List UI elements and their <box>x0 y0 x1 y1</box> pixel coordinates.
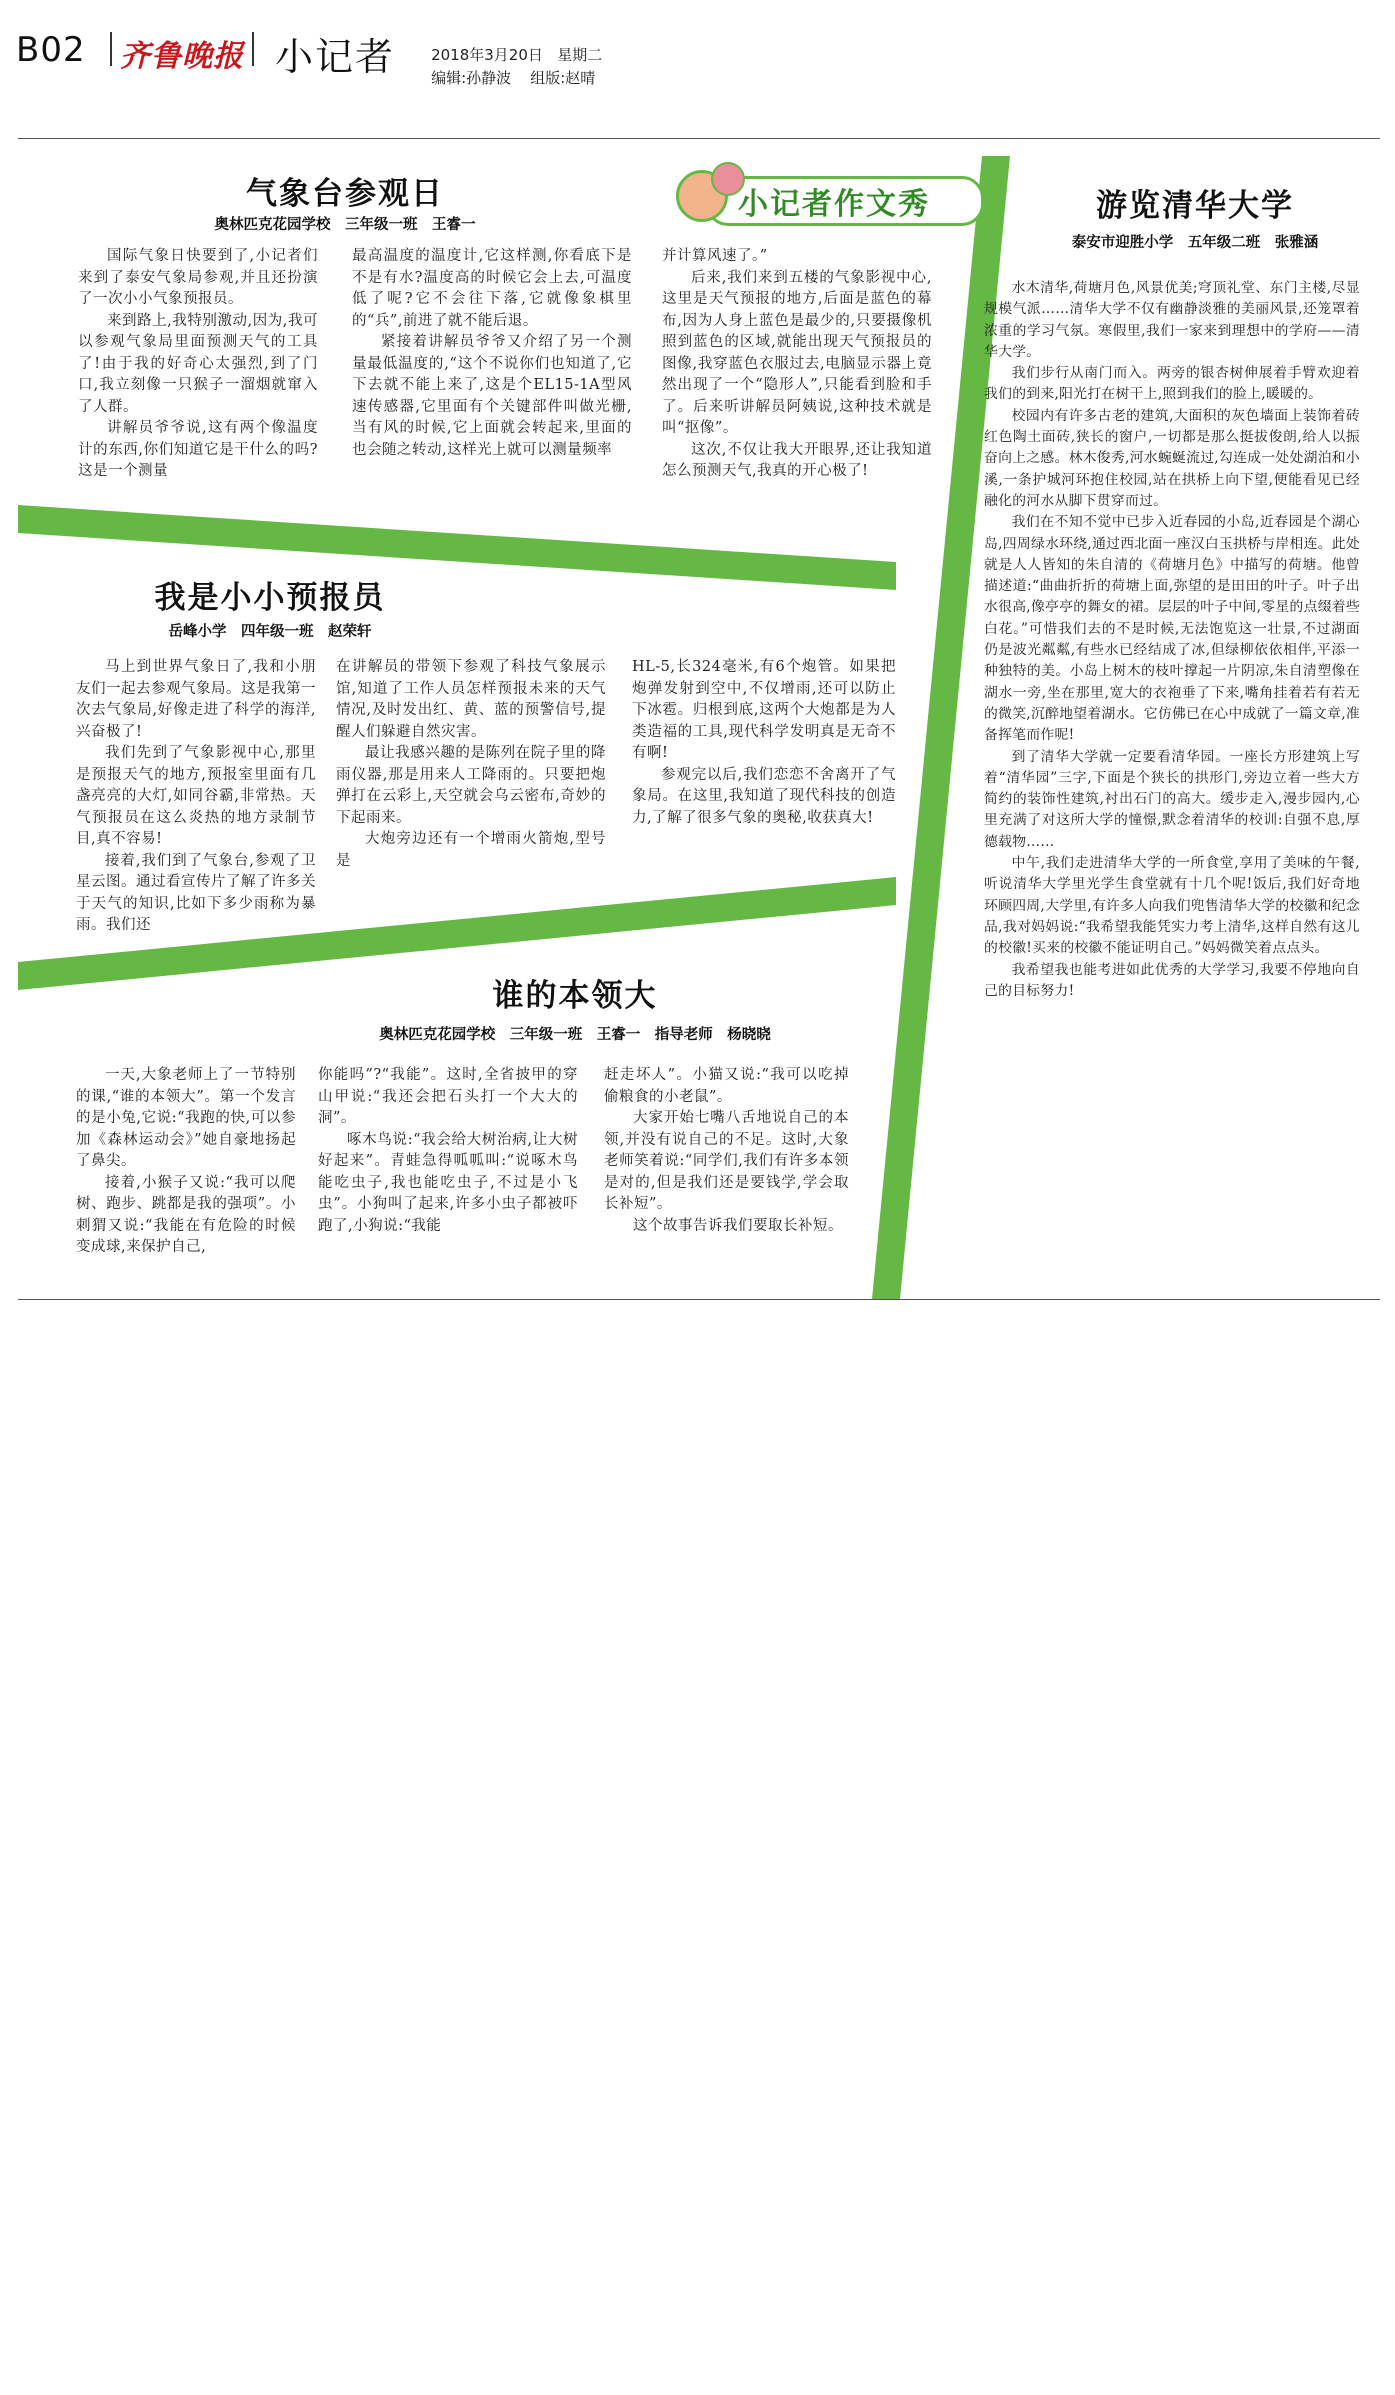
paragraph: 并计算风速了。” <box>662 248 768 264</box>
paragraph: 接着,小猴子又说:“我可以爬树、跑步、跳都是我的强项”。小刺猬又说:“我能在有危险的时候变成球,来保护自己, <box>76 1174 296 1255</box>
paragraph: 接着,我们到了气象台,参观了卫星云图。通过看宣传片了解了许多关于天气的知识,比如下多少雨称为暴雨。我们还 <box>76 852 316 933</box>
paragraph: 这个故事告诉我们要取长补短。 <box>633 1217 843 1234</box>
article-title: 谁的本领大 <box>492 978 658 1014</box>
article-byline: 奥林匹克花园学校 三年级一班 王睿一 指导老师 杨晓晓 <box>379 1027 771 1043</box>
paragraph: HL-5,长324毫米,有6个炮管。如果把炮弹发射到空中,不仅增雨,还可以防止下冰雹。归根到底,这两个大炮都是为人类造福的工具,现代科学发明真是无奇不有啊! <box>632 659 896 761</box>
paragraph: 你能吗”?“我能”。这时,全省披甲的穿山甲说:“我还会把石头打一个大大的洞”。 <box>318 1067 578 1126</box>
banner-text: 小记者作文秀 <box>738 187 930 222</box>
article-column <box>336 657 606 872</box>
paragraph: 参观完以后,我们恋恋不舍离开了气象局。在这里,我知道了现代科技的创造力,了解了很多气象的奥秘,收获真大! <box>632 766 896 826</box>
page-code: B02 <box>16 30 86 70</box>
paragraph: 啄木鸟说:“我会给大树治病,让大树好起来”。青蛙急得呱呱叫:“说啄木鸟能吃虫子,我也能吃虫子,不过是小飞虫”。小狗叫了起来,许多小虫子都被吓跑了,小狗说:“我能 <box>318 1131 578 1234</box>
paragraph: 讲解员爷爷说,这有两个像温度计的东西,你们知道它是干什么的吗?这是一个测量 <box>78 420 318 479</box>
article-title: 气象台参观日 <box>246 176 444 212</box>
article-column <box>76 1065 296 1259</box>
paragraph: 来到路上,我特别激动,因为,我可以参观气象局里面预测天气的工具了!由于我的好奇心太强烈,到了门口,我立刻像一只猴子一溜烟就窜入了人群。 <box>78 312 318 415</box>
date-text: 2018年3月20日 <box>431 46 543 64</box>
paragraph: 我们先到了气象影视中心,那里是预报天气的地方,预报室里面有几盏亮亮的大灯,如同谷霸,非常热。天气预报员在这么炎热的地方录制节目,真不容易! <box>76 745 316 847</box>
paragraph: 一天,大象老师上了一节特别的课,“谁的本领大”。第一个发言的是小兔,它说:“我跑的快,可以参加《森林运动会》”她自豪地扬起了鼻尖。 <box>76 1067 296 1169</box>
layout-text: 组版:赵晴 <box>530 69 596 87</box>
paragraph: 中午,我们走进清华大学的一所食堂,享用了美味的午餐,听说清华大学里光学生食堂就有十几个呢!饭后,我们好奇地环顾四周,大学里,有许多人向我们兜售清华大学的校徽和纪念品,我对妈妈说:“我希望我能凭实力考上清华,这样自然有这儿的校徽!买来的校徽不能证明自己。”妈妈微笑着点点头。 <box>984 855 1360 957</box>
paragraph: 在讲解员的带领下参观了科技气象展示馆,知道了工作人员怎样预报未来的天气情况,及时发出红、黄、蓝的预警信号,提醒人们躲避自然灾害。 <box>336 659 606 740</box>
article-title: 游览清华大学 <box>1096 188 1294 224</box>
article-column <box>662 246 932 483</box>
article-column <box>984 278 1360 1002</box>
editor-text: 编辑:孙静波 <box>431 69 512 87</box>
paragraph: 到了清华大学就一定要看清华园。一座长方形建筑上写着“清华园”三字,下面是个狭长的拱形门,旁边立着一些大方简约的装饰性建筑,衬出石门的高大。缓步走入,漫步园内,心里充满了对这所大学的憧憬,默念着清华的校训:自强不息,厚德载物…… <box>984 748 1360 850</box>
paragraph: 这次,不仅让我大开眼界,还让我知道怎么预测天气,我真的开心极了! <box>662 441 932 479</box>
article-title: 我是小小预报员 <box>154 580 386 616</box>
paragraph: 国际气象日快要到了,小记者们来到了泰安气象局参观,并且还扮演了一次小小气象预报员。 <box>78 248 318 307</box>
paragraph: 紧接着讲解员爷爷又介绍了另一个测量最低温度的,“这个不说你们也知道了,它下去就不能上来了,这是个EL15-1A型风速传感器,它里面有个关键部件叫做光栅,当有风的时候,它上面就会转起来,里面的也会随之转动,这样光上就可以测量频率 <box>352 334 632 458</box>
paragraph: 马上到世界气象日了,我和小朋友们一起去参观气象局。这是我第一次去气象局,好像走进了科学的海洋,兴奋极了! <box>76 659 316 740</box>
banner-badge <box>676 162 986 228</box>
section-title: 小记者 <box>275 35 396 79</box>
paragraph: 后来,我们来到五楼的气象影视中心,这里是天气预报的地方,后面是蓝色的幕布,因为人身上蓝色是最少的,只要摄像机照到蓝色的区域,就能出现天气预报员的图像,我穿蓝色衣服过去,电脑显示器上竟然出现了一个“隐形人”,只能看到脸和手了。后来听讲解员阿姨说,这种技术就是叫“抠像”。 <box>662 269 932 436</box>
paragraph: 大炮旁边还有一个增雨火箭炮,型号是 <box>336 831 606 869</box>
article-column <box>604 1065 849 1237</box>
paragraph: 我们在不知不觉中已步入近春园的小岛,近春园是个湖心岛,四周绿水环绕,通过西北面一座汉白玉拱桥与岸相连。此处就是人人皆知的朱自清的《荷塘月色》中描写的荷塘。他曾描述道:“曲曲折折的荷塘上面,弥望的是田田的叶子。叶子出水很高,像亭亭的舞女的裙。层层的叶子中间,零星的点缀着些白花。”可惜我们去的不是时候,无法饱览这一壮景,不过湖面仍是波光粼粼,有些水已经结成了冰,但绿柳依依相伴,平添一种独特的美。小岛上树木的枝叶撑起一片阴凉,朱自清塑像在湖水一旁,坐在那里,宽大的衣袍垂了下来,嘴角挂着若有若无的微笑,沉醉地望着湖水。它仿佛已在心中成就了一篇文章,准备挥笔而作呢! <box>984 514 1360 744</box>
article-byline: 泰安市迎胜小学 五年级二班 张雅涵 <box>1071 235 1319 251</box>
article-column <box>76 657 316 937</box>
weekday-text: 星期二 <box>557 46 603 64</box>
paper-logo: 齐鲁晚报 <box>120 39 244 74</box>
article-column <box>352 246 632 461</box>
article-column <box>78 246 318 483</box>
article-column <box>632 657 896 829</box>
paragraph: 校园内有许多古老的建筑,大面积的灰色墙面上装饰着砖红色陶土面砖,狭长的窗户,一切都是那么挺拔俊朗,给人以振奋向上之感。林木俊秀,河水蜿蜒流过,勾连成一处处湖泊和小溪,一条护城河环抱住校园,站在拱桥上向下望,便能看见已经融化的河水从脚下贯穿而过。 <box>984 407 1360 509</box>
article-byline: 奥林匹克花园学校 三年级一班 王睿一 <box>214 217 476 233</box>
paragraph: 我们步行从南门而入。两旁的银杏树伸展着手臂欢迎着我们的到来,阳光打在树干上,照到我们的脸上,暖暖的。 <box>984 365 1360 403</box>
paragraph: 赶走坏人”。小猫又说:“我可以吃掉偷粮食的小老鼠”。 <box>604 1067 849 1105</box>
paragraph: 我希望我也能考进如此优秀的大学学习,我要不停地向自己的目标努力! <box>984 961 1360 999</box>
article-column <box>318 1065 578 1237</box>
article-byline: 岳峰小学 四年级一班 赵荣轩 <box>168 624 372 640</box>
paragraph: 最高温度的温度计,它这样测,你看底下是不是有水?温度高的时候它会上去,可温度低了呢?它不会往下落,它就像象棋里的“兵”,前进了就不能后退。 <box>352 248 632 329</box>
paragraph: 水木清华,荷塘月色,风景优美;穹顶礼堂、东门主楼,尽显规模气派……清华大学不仅有幽静淡雅的美丽风景,还笼罩着浓重的学习气氛。寒假里,我们一家来到理想中的学府——清华大学。 <box>984 280 1360 360</box>
paragraph: 大家开始七嘴八舌地说自己的本领,并没有说自己的不足。这时,大象老师笑着说:“同学们,我们有许多本领是对的,但是我们还是要钱学,学会取长补短”。 <box>604 1110 849 1212</box>
paragraph: 最让我感兴趣的是陈列在院子里的降雨仪器,那是用来人工降雨的。只要把炮弹打在云彩上,天空就会乌云密布,奇妙的下起雨来。 <box>336 745 606 826</box>
